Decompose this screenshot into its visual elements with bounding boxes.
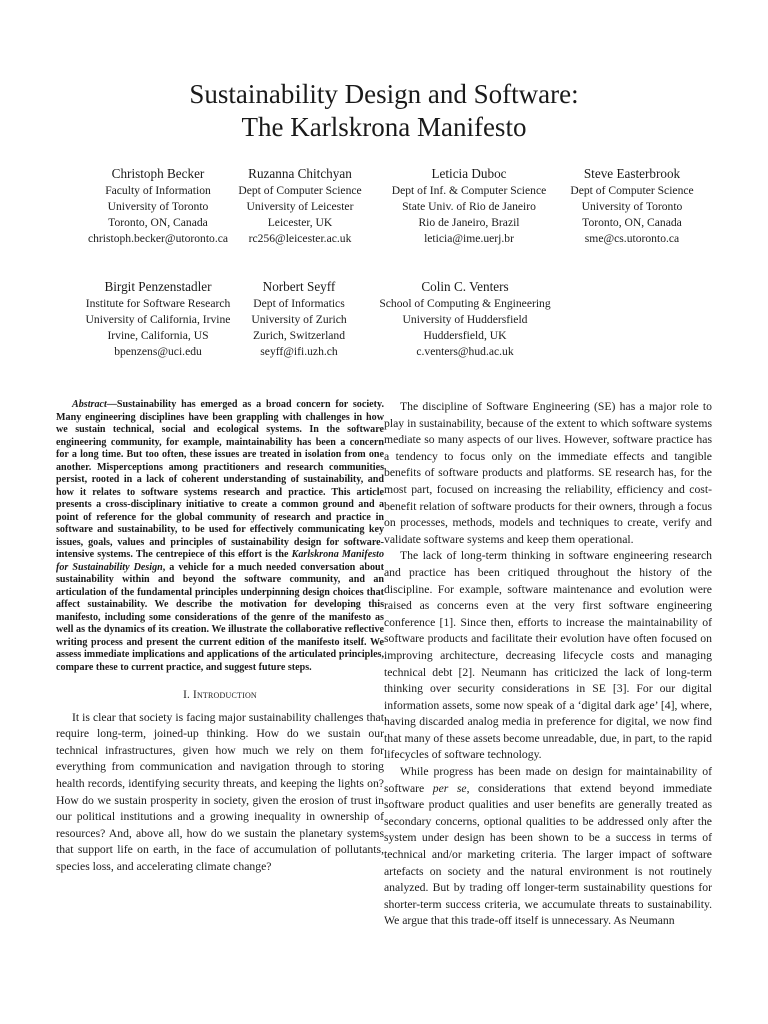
abstract-text: , a vehicle for a much needed conversation about sustainability within and beyond the software community, and an articulation of the fundamental principles underpinning design choices that affect sustainability. We describe the motivation for developing this manifesto, including some considerations of the genre of the manifesto as well as the dynamics of its creation. We illustrate the collaborative reflective writing process and present the current edition of the manifesto itself. We assess immediate implications and applications of the articulated principles, compare these to current practice, and suggest future steps. xyxy=(56,561,385,673)
author-affiliation: University of Toronto xyxy=(107,200,209,213)
abstract-emphasis: Karlskrona Manifesto for Sustainability Design xyxy=(56,549,384,573)
author-affiliation: Dept of Inf. & Computer Science xyxy=(391,184,547,197)
author-block xyxy=(56,277,260,360)
abstract xyxy=(56,399,384,674)
author-block xyxy=(372,164,566,247)
author-email: bpenzens@uci.edu xyxy=(114,345,202,358)
section-number: I. xyxy=(183,689,191,701)
author-affiliation: School of Computing & Engineering xyxy=(379,297,551,310)
author-name: Steve Easterbrook xyxy=(583,166,681,181)
body-paragraph: The discipline of Software Engineering (SE) has a major role to play in sustainability, because of the extent to which software systems mediate so many aspects of our lives. However, software practice has a tendency to focus only on the immediate effects and tangible benefits of software products and platforms. SE research has, for the most part, focused on increasing the reliability, efficiency and cost-benefit relation of software products for their owners, through a focus on processes, methods, models and techniques to create, verify and validate software systems and keep them operational. xyxy=(384,400,712,546)
body-text: While progress has been made on design for maintainability of software xyxy=(384,765,712,795)
abstract-text: —Sustainability has emerged as a broad concern for society. Many engineering disciplines have been grappling with challenges in how we sustain technical, social and ecological systems. In the software engineering community, for example, maintainability has been a concern for a long time. But too often, these issues are treated in isolation from one another. Misperceptions among practitioners and research communities persist, rooted in a lack of coherent understanding of sustainability, and how it relates to software systems research and practice. This article presents a cross-disciplinary initiative to create a common ground and a point of reference for the global community of research and practice in software and sustainability, to be used for effectively communicating key issues, goals, values and principles of sustainability design for software-intensive systems. The centrepiece of this effort is the xyxy=(56,399,384,560)
author-email: christoph.becker@utoronto.ca xyxy=(87,232,229,245)
author-email: c.venters@hud.ac.uk xyxy=(416,345,514,358)
author-email: rc256@leicester.ac.uk xyxy=(248,232,352,245)
author-name: Christoph Becker xyxy=(111,166,205,181)
author-affiliation: Institute for Software Research xyxy=(85,297,231,310)
author-location: Irvine, California, US xyxy=(107,329,209,342)
author-name: Birgit Penzenstadler xyxy=(104,279,212,294)
author-name: Norbert Seyff xyxy=(262,279,336,294)
body-emphasis: per se xyxy=(432,781,467,795)
author-location: Toronto, ON, Canada xyxy=(582,216,682,229)
abstract-lead: Abstract xyxy=(72,399,107,410)
author-affiliation: University of California, Irvine xyxy=(85,313,231,326)
author-location: Toronto, ON, Canada xyxy=(108,216,208,229)
author-name: Leticia Duboc xyxy=(431,166,507,181)
author-email: leticia@ime.uerj.br xyxy=(424,232,514,245)
author-location: Zurich, Switzerland xyxy=(252,329,346,342)
body-text: , considerations that extend beyond immediate software product qualities and user benefits are generally treated as secondary concerns, optional qualities to be addressed only after the system under design has been shown to be a success in terms of technical and/or marketing criteria. The larger impact of software artefacts on society and the natural environment is not routinely analyzed. But by trading off longer-term sustainability questions for shorter-term success criteria, we accumulate threats to sustainability. We argue that this trade-off itself is unnecessary. As Neumann xyxy=(384,781,712,928)
left-column xyxy=(56,399,384,876)
title-line-1: Sustainability Design and Software: xyxy=(189,79,579,109)
author-email: seyff@ifi.uzh.ch xyxy=(260,345,338,358)
author-affiliation: University of Zurich xyxy=(251,313,347,326)
author-affiliation: Dept of Computer Science xyxy=(238,184,362,197)
author-affiliation: Dept of Informatics xyxy=(253,297,345,310)
intro-paragraph: It is clear that society is facing major sustainability challenges that require long-term, joined-up thinking. How do we sustain our technical infrastructures, given how much we rely on them for everything from communication and navigation through to storing health records, identifying security threats, and keeping the lights on? How do we sustain prosperity in society, given the erosion of trust in our political institutions and a growing inequality in ownership of resources? And, above all, how do we sustain the planetary systems that support life on earth, in the face of accumulation of pollutants, species loss, and accelerating climate change? xyxy=(56,710,384,873)
author-location: Leicester, UK xyxy=(267,216,333,229)
paper-title xyxy=(0,78,768,144)
author-affiliation: Faculty of Information xyxy=(105,184,211,197)
author-block xyxy=(365,277,565,360)
author-affiliation: University of Leicester xyxy=(246,200,354,213)
author-name: Ruzanna Chitchyan xyxy=(248,166,352,181)
author-location: Rio de Janeiro, Brazil xyxy=(418,216,520,229)
author-location: Huddersfield, UK xyxy=(423,329,507,342)
author-block xyxy=(237,277,361,360)
author-email: sme@cs.utoronto.ca xyxy=(584,232,680,245)
body-paragraph xyxy=(384,764,712,930)
title-line-2: The Karlskrona Manifesto xyxy=(241,112,527,142)
author-block xyxy=(215,164,385,247)
author-name: Colin C. Venters xyxy=(421,279,509,294)
right-column xyxy=(384,399,712,930)
section-title: Introduction xyxy=(193,689,257,701)
author-affiliation: University of Toronto xyxy=(581,200,683,213)
body-paragraph: The lack of long-term thinking in software engineering research and practice has been critiqued throughout the history of the discipline. For example, software maintenance and evolution were raised as concerns even at the very first software engineering conference [1]. Since then, efforts to increase the maintainability of software products and facilitate their evolution have often focused on improving architecture, decreasing lifecycle costs and managing technical debt [2]. Neumann has criticized the lack of long-term thinking over security considerations in SE [3]. For our digital information assets, some now speak of a ‘digital dark age’ [4], where, having discarded analog media in preference for digital, we now find that many of these assets become unreadable, due, in part, to the rapid lifecycles of software technology. xyxy=(384,549,712,762)
author-block xyxy=(557,164,707,247)
author-affiliation: University of Huddersfield xyxy=(402,313,528,326)
author-affiliation: Dept of Computer Science xyxy=(570,184,694,197)
section-heading xyxy=(56,688,384,704)
author-affiliation: State Univ. of Rio de Janeiro xyxy=(402,200,536,213)
